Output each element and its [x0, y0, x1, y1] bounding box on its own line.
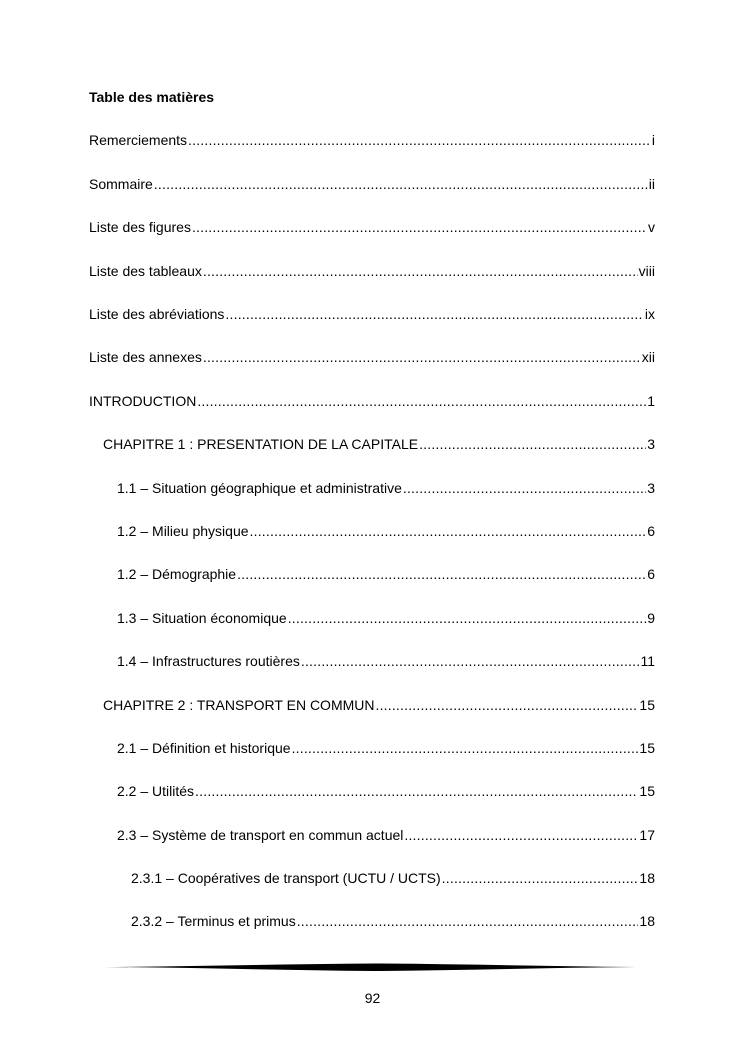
toc-entry-label: 1.1 – Situation géographique et administrative: [117, 480, 402, 496]
toc-entry[interactable]: [89, 393, 655, 410]
page-number: 92: [364, 990, 381, 1006]
toc-entry-page: 18: [639, 913, 655, 929]
toc-entry[interactable]: [117, 653, 655, 670]
toc-entry-page: viii: [638, 263, 655, 279]
toc-entry-label: CHAPITRE 1 : PRESENTATION DE LA CAPITALE: [103, 436, 419, 452]
toc-entry[interactable]: [103, 436, 655, 453]
toc-entry-page: 15: [639, 740, 655, 756]
toc-entry-label: Liste des annexes: [89, 349, 202, 365]
footer-divider: [104, 962, 642, 972]
leader-dots: [250, 523, 647, 540]
toc-entry[interactable]: [89, 132, 655, 149]
toc-entry[interactable]: [117, 740, 655, 757]
toc-entry-page: v: [648, 219, 655, 235]
toc-entry-label: 2.3.1 – Coopératives de transport (UCTU / UCTS): [131, 870, 441, 886]
toc-entry[interactable]: [89, 349, 655, 366]
toc-entry-label: Liste des abréviations: [89, 306, 225, 322]
toc-entry[interactable]: [89, 219, 655, 236]
toc-entry-label: Liste des tableaux: [89, 263, 202, 279]
toc-entry[interactable]: [89, 176, 655, 193]
leader-dots: [375, 697, 638, 714]
leader-dots: [292, 740, 639, 757]
leader-dots: [419, 436, 646, 453]
toc-entry-label: 2.3 – Système de transport en commun actuel: [117, 827, 404, 843]
toc-entry[interactable]: [103, 697, 655, 714]
toc-entry-page: 6: [647, 523, 655, 539]
toc-entry-page: 9: [647, 610, 655, 626]
toc-entry-page: xii: [641, 349, 655, 365]
toc-entry[interactable]: [117, 523, 655, 540]
toc-entry-page: 15: [639, 783, 655, 799]
toc-entry-page: ix: [644, 306, 655, 322]
toc-entry-page: ii: [648, 176, 655, 192]
toc-entry-page: 11: [640, 653, 655, 669]
toc-entry-label: Remerciements: [89, 132, 188, 148]
toc-entry-label: Sommaire: [89, 176, 153, 192]
toc-entry-page: 17: [639, 827, 655, 843]
toc-entry-label: INTRODUCTION: [89, 393, 197, 409]
toc-entry-label: 2.3.2 – Terminus et primus: [131, 913, 296, 929]
toc-entry-page: 18: [639, 870, 655, 886]
toc-entry-label: 2.2 – Utilités: [117, 783, 195, 799]
toc-entry[interactable]: [117, 827, 655, 844]
leader-dots: [203, 263, 638, 280]
toc-entry-label: 2.1 – Définition et historique: [117, 740, 291, 756]
toc-entry-label: Liste des figures: [89, 219, 191, 235]
toc-entry-label: 1.2 – Milieu physique: [117, 523, 249, 539]
toc-entry[interactable]: [117, 566, 655, 583]
toc-entry[interactable]: [117, 783, 655, 800]
toc-entry-label: 1.3 – Situation économique: [117, 610, 287, 626]
leader-dots: [288, 610, 647, 627]
toc-entry-label: 1.4 – Infrastructures routières: [117, 653, 300, 669]
leader-dots: [197, 393, 646, 410]
toc-entry-page: i: [651, 132, 655, 148]
leader-dots: [192, 219, 647, 236]
toc-entry[interactable]: [131, 870, 655, 887]
leader-dots: [203, 349, 641, 366]
leader-dots: [403, 480, 646, 497]
leader-dots: [195, 783, 638, 800]
leader-dots: [442, 870, 639, 887]
toc-entry-page: 3: [647, 480, 655, 496]
leader-dots: [237, 566, 646, 583]
leader-dots: [188, 132, 651, 149]
toc-entry-page: 15: [639, 697, 655, 713]
toc-entry-label: CHAPITRE 2 : TRANSPORT EN COMMUN: [103, 697, 375, 713]
toc-entry-page: 1: [647, 393, 655, 409]
leader-dots: [404, 827, 638, 844]
leader-dots: [225, 306, 643, 323]
toc-entry[interactable]: [131, 913, 655, 930]
leader-dots: [154, 176, 648, 193]
toc-entry-page: 6: [647, 566, 655, 582]
toc-entry[interactable]: [89, 263, 655, 280]
toc-entry[interactable]: [89, 306, 655, 323]
toc-title: Table des matières: [89, 89, 215, 105]
toc-entry-page: 3: [647, 436, 655, 452]
toc-entry-label: 1.2 – Démographie: [117, 566, 237, 582]
toc-entry[interactable]: [117, 610, 655, 627]
toc-entry[interactable]: [117, 480, 655, 497]
leader-dots: [301, 653, 640, 670]
leader-dots: [297, 913, 639, 930]
